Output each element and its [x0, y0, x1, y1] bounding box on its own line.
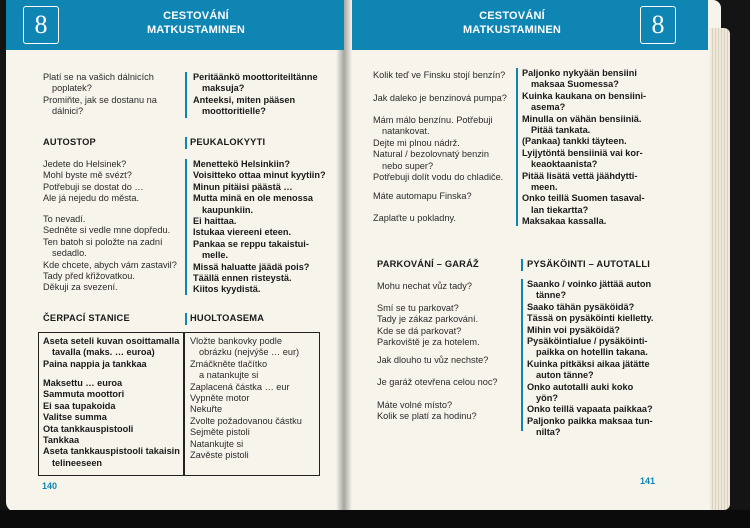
fuel-cz-2: Mám málo benzínu. Potřebuji natankovat. Dejte mi plnou nádrž. Natural / bezolovnatý benzin nebo super? Potřebuji dolít vodu do chladiče.	[373, 115, 504, 183]
chapter-title-cz: CESTOVÁNÍ	[479, 10, 545, 22]
fuel-fi: Paljonko nykyään bensiini maksaa Suomessa? Kuinka kaukana on bensiini- asema? Minulla on vähän bensiiniä. Pitää tankata. (Pankaa) tankki täyteen. Lyijytöntä bensiiniä vai kor- keaoktaanista? Pitää lisätä vettä jäähdytti- meen. Onko teillä Suomen tasaval- lan tiekartta? Maksakaa kassalla.	[522, 68, 647, 227]
chapter-number-box: 8	[23, 6, 59, 44]
parking-cz-5: Máte volné místo? Kolik se platí za hodinu?	[377, 400, 477, 422]
chapter-title-fi: MATKUSTAMINEN	[146, 24, 246, 36]
chapter-number-box: 8	[640, 6, 676, 44]
section-heading-parking-cz: PARKOVÁNÍ – GARÁŽ	[377, 259, 479, 269]
chapter-title	[382, 9, 642, 37]
intro-fi: Peritäänkö moottoriteiltänne maksuja? Anteeksi, miten pääsen moottoritielle?	[193, 72, 318, 117]
autostop-fi: Menettekö Helsinkiin? Voisitteko ottaa minut kyytiin? Minun pitäisi päästä … Mutta minä en ole menossa kaupunkiin. Ei haittaa. Istukaa viereeni eteen. Pankaa se reppu takaistui- melle. Missä haluatte jäädä pois? Täällä ennen risteystä. Kiitos kyydistä.	[193, 159, 326, 295]
parking-cz-3: Jak dlouho tu vůz nechste?	[377, 355, 489, 365]
page-edges	[710, 28, 730, 510]
phrase-bar	[521, 279, 523, 431]
fuel-cz-3: Máte automapu Finska?	[373, 191, 472, 201]
phrase-bar	[516, 68, 518, 226]
parking-cz-1: Mohu nechat vůz tady?	[377, 281, 472, 291]
section-heading-autostop-cz: AUTOSTOP	[43, 137, 96, 147]
parking-cz-2: Smí se tu parkovat? Tady je zákaz parkování. Kde se dá parkovat? Parkoviště je za hotelem.	[377, 303, 480, 348]
fuel-cz-4: Zaplaťte u pokladny.	[373, 213, 456, 223]
chapter-title-cz: CESTOVÁNÍ	[163, 10, 229, 22]
heading-bar	[185, 313, 187, 325]
right-header-band	[352, 0, 708, 50]
gas-fi-group-1: Aseta seteli kuvan osoittamalla tavalla (maks. … euroa) Paina nappia ja tankkaa	[43, 336, 180, 369]
intro-cz: Platí se na vašich dálnicích poplatek? Promiňte, jak se dostanu na dálnici?	[43, 72, 157, 117]
section-heading-autostop-fi: PEUKALOKYYTI	[190, 137, 266, 147]
phrase-bar	[185, 72, 187, 118]
autostop-cz-group-1: Jedete do Helsinek? Mohl byste mě svézt? Potřebuji se dostat do … Ale já nejedu do města.	[43, 159, 144, 204]
section-heading-parking-fi: PYSÄKÖINTI – AUTOTALLI	[527, 259, 651, 269]
section-heading-gas-fi: HUOLTOASEMA	[190, 313, 265, 323]
gas-fi-group-2: Maksettu … euroa Sammuta moottori Ei saa tupakoida Valitse summa Ota tankkauspistooli Tankkaa Aseta tankkauspistooli takaisin telineeseen	[43, 378, 180, 468]
heading-bar	[185, 137, 187, 149]
fuel-cz-1b: Jak daleko je benzinová pumpa?	[373, 93, 507, 103]
autostop-cz-group-2: To nevadí. Sedněte si vedle mne dopředu. Ten batoh si položte na zadní sedadlo. Kde chcete, abych vám zastavil? Tady před křižovatkou. Děkuji za svezení.	[43, 214, 177, 293]
phrase-bar	[185, 159, 187, 295]
table-background	[0, 510, 750, 528]
chapter-title-fi: MATKUSTAMINEN	[462, 24, 562, 36]
page-number-left: 140	[42, 481, 58, 491]
fuel-cz-1: Kolik teď ve Finsku stojí benzín?	[373, 70, 506, 80]
parking-cz-4: Je garáž otevřena celou noc?	[377, 377, 498, 387]
left-header-band	[6, 0, 344, 50]
book-spine	[336, 0, 352, 516]
section-heading-gas-cz: ČERPACÍ STANICE	[43, 313, 130, 323]
chapter-title	[76, 9, 316, 37]
parking-fi: Saanko / voinko jättää auton tänne? Saako tähän pysäköidä? Tässä on pysäköinti kielletty. Mihin voi pysäköidä? Pysäköintialue / pysäköinti- paikka on hotellin takana. Kuinka pitkäksi aikaa jätätte auton tänne? Onko autotalli auki koko yön? Onko teillä vapaata paikkaa? Paljonko paikka maksaa tun- nilta?	[527, 279, 654, 438]
heading-bar	[521, 259, 523, 271]
gas-cz: Vložte bankovky podle obrázku (nejvýše … eur) Zmáčkněte tlačítko a natankujte si Zaplacená částka … eur Vypněte motor Nekuřte Zvolte požadovanou částku Sejměte pistoli Natankujte si Zavěste pistoli	[190, 336, 302, 461]
page-number-right: 141	[640, 476, 656, 486]
